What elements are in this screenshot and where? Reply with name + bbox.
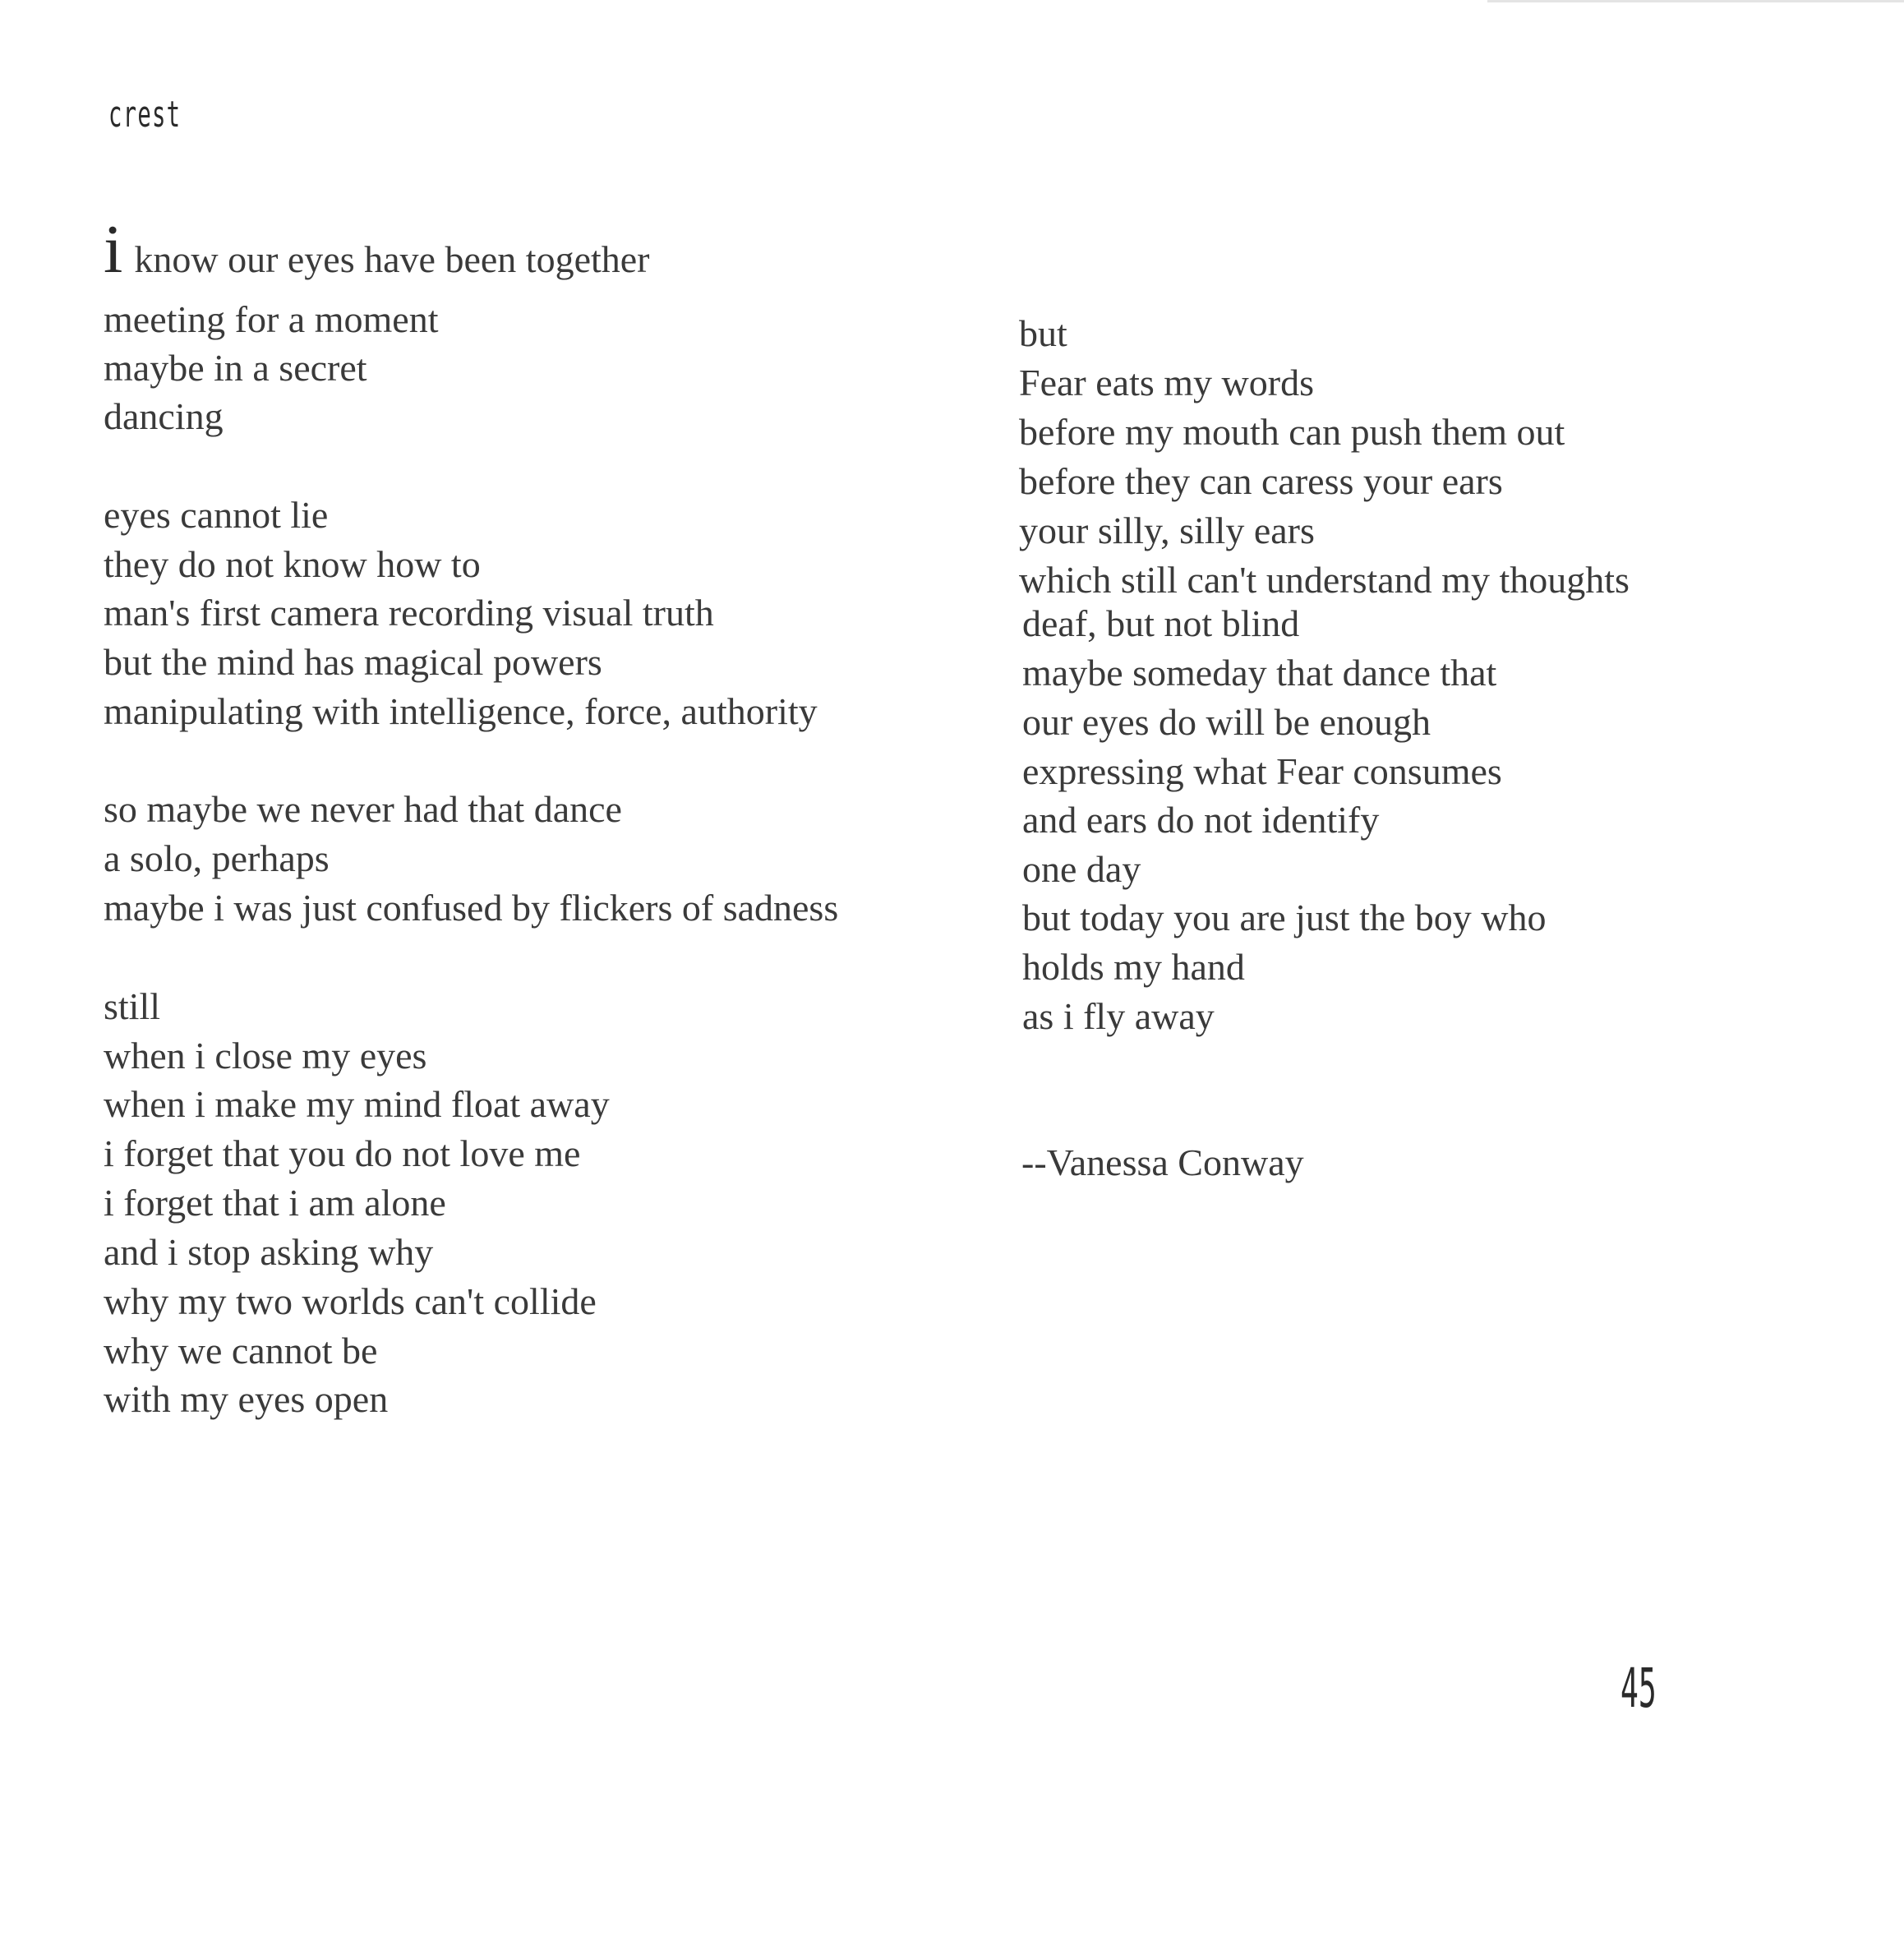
poem-line: and ears do not identify: [1022, 799, 1380, 841]
poem-line: our eyes do will be enough: [1022, 701, 1431, 743]
poem-line: with my eyes open: [104, 1378, 389, 1420]
poem-line: i forget that you do not love me: [104, 1132, 581, 1174]
poem-line: still: [104, 985, 161, 1027]
poem-line: deaf, but not blind: [1022, 602, 1300, 644]
page-number: 45: [1620, 1657, 1657, 1720]
poem-line: but the mind has magical powers: [104, 641, 602, 683]
poem-line: a solo, perhaps: [104, 837, 330, 879]
poem-line: and i stop asking why: [104, 1231, 434, 1273]
poem-line: when i make my mind float away: [104, 1083, 610, 1125]
poem-line: maybe someday that dance that: [1022, 652, 1497, 694]
poem-line: Fear eats my words: [1019, 362, 1314, 403]
poem-line: maybe in a secret: [104, 347, 367, 389]
poem-first-line-text: know our eyes have been together: [134, 238, 650, 280]
poem-line: dancing: [104, 395, 224, 437]
page-title: crest: [108, 94, 182, 136]
poem-line: when i close my eyes: [104, 1035, 427, 1077]
poem-line: before my mouth can push them out: [1019, 411, 1565, 453]
poem-line: manipulating with intelligence, force, authority: [104, 690, 818, 732]
poem-line: why my two worlds can't collide: [104, 1280, 597, 1322]
poem-line: man's first camera recording visual truth: [104, 592, 714, 634]
poem-line: which still can't understand my thoughts: [1019, 559, 1630, 601]
top-edge-rule: [1487, 0, 1904, 2]
poem-line: why we cannot be: [104, 1330, 378, 1372]
author-signature: --Vanessa Conway: [1021, 1141, 1304, 1183]
poem-line: but today you are just the boy who: [1022, 897, 1547, 938]
poem-line: one day: [1022, 848, 1141, 890]
poem-line: expressing what Fear consumes: [1022, 750, 1502, 792]
poem-line: so maybe we never had that dance: [104, 788, 622, 830]
drop-cap: i: [104, 211, 123, 288]
poem-line: but: [1019, 312, 1067, 354]
poem-line: eyes cannot lie: [104, 494, 329, 536]
poem-line: maybe i was just confused by flickers of sadness: [104, 887, 839, 929]
poem-line: as i fly away: [1022, 995, 1215, 1037]
poem-first-line: [104, 211, 650, 288]
poem-line: meeting for a moment: [104, 298, 439, 340]
poem-line: your silly, silly ears: [1019, 509, 1315, 551]
poem-line: i forget that i am alone: [104, 1182, 446, 1224]
poem-line: they do not know how to: [104, 543, 481, 585]
poem-line: holds my hand: [1022, 946, 1245, 988]
poem-line: before they can caress your ears: [1019, 460, 1503, 502]
